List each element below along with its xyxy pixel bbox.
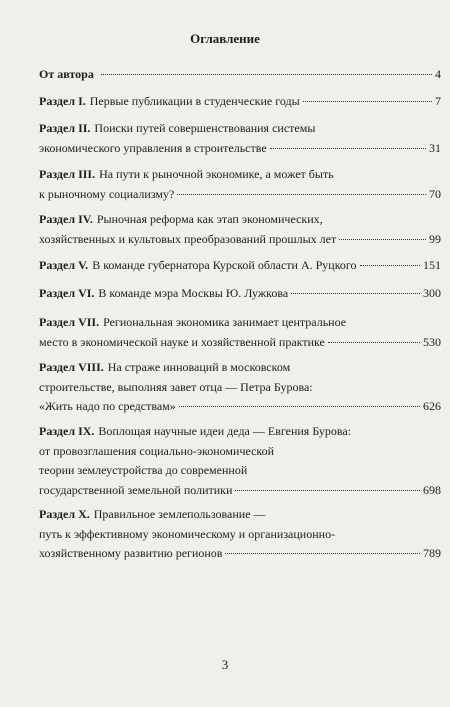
- page-ref: 7: [435, 94, 441, 108]
- dot-leader: [339, 239, 426, 240]
- dot-leader: [179, 406, 420, 407]
- toc-line: [39, 92, 441, 112]
- toc-line: [39, 481, 441, 501]
- section-label: Раздел X.: [39, 507, 90, 521]
- section-title-line: Воплощая научные идеи деда — Евгения Бурова:: [98, 424, 352, 438]
- toc-line: [39, 313, 441, 333]
- section-label: От автора: [39, 67, 94, 81]
- toc-entry: [39, 422, 441, 500]
- section-title-line: хозяйственному развитию регионов: [39, 546, 223, 560]
- page-number: 3: [221, 657, 229, 672]
- toc-line: [39, 210, 441, 230]
- toc-line: [39, 525, 441, 545]
- toc-entry: [39, 505, 441, 564]
- toc-line: [39, 284, 441, 304]
- page-ref: 789: [423, 546, 441, 560]
- section-label: Раздел II.: [39, 121, 91, 135]
- section-label: Раздел IX.: [39, 424, 95, 438]
- dot-leader: [270, 148, 426, 149]
- toc-entry: [39, 256, 441, 276]
- section-label: Раздел VIII.: [39, 360, 104, 374]
- toc-entry: [39, 92, 441, 112]
- toc-line: [39, 333, 441, 353]
- section-title: В команде губернатора Курской области А. Руцкого: [92, 258, 357, 272]
- section-label: Раздел III.: [39, 167, 96, 181]
- section-title-line: государственной земельной политики: [39, 482, 233, 497]
- dot-leader: [225, 553, 420, 554]
- dot-leader: [328, 342, 420, 343]
- toc-line: [39, 185, 441, 205]
- dot-leader: [101, 74, 432, 75]
- toc-line: [39, 505, 441, 525]
- section-title: В команде мэра Москвы Ю. Лужкова: [98, 286, 289, 300]
- page-ref: 70: [429, 186, 441, 201]
- page-ref: 4: [435, 67, 441, 81]
- toc-entry: [39, 165, 441, 204]
- toc-line: [39, 442, 441, 462]
- toc-line: [39, 139, 441, 159]
- toc-line: [39, 544, 441, 564]
- section-title-line: экономического управления в строительстве: [39, 140, 267, 155]
- page-ref: 300: [423, 286, 441, 300]
- toc-entry: [39, 119, 441, 158]
- section-title-line: от провозглашения социально-экономической: [39, 443, 275, 458]
- dot-leader: [235, 490, 420, 491]
- section-title-line: Региональная экономика занимает центральное: [103, 315, 347, 329]
- toc-entry: [39, 313, 441, 352]
- section-title-line: теории землеустройства до современной: [39, 463, 248, 477]
- page-ref: 31: [429, 140, 441, 155]
- toc-line: [39, 461, 441, 481]
- section-label: Раздел V.: [39, 258, 89, 272]
- page-ref: 698: [423, 482, 441, 497]
- page-ref: 151: [423, 258, 441, 272]
- toc-line: [39, 119, 441, 139]
- dot-leader: [360, 265, 420, 266]
- toc-line: [39, 397, 441, 417]
- toc-line: [39, 358, 441, 378]
- toc-entry: [39, 284, 441, 304]
- toc-line: [39, 422, 441, 442]
- toc-entry: [39, 210, 441, 249]
- page-title: Оглавление: [190, 31, 260, 46]
- section-label: Раздел I.: [39, 94, 86, 108]
- toc-line: [39, 256, 441, 276]
- toc-line: [39, 65, 441, 85]
- toc-entry: [39, 358, 441, 417]
- toc-line: [39, 165, 441, 185]
- dot-leader: [291, 293, 420, 294]
- section-title-line: Правильное землепользование —: [93, 507, 266, 521]
- section-title-line: строительстве, выполняя завет отца — Петра Бурова:: [39, 379, 313, 394]
- section-title-line: хозяйственных и культовых преобразований прошлых лет: [39, 231, 337, 246]
- toc-line: [39, 230, 441, 250]
- section-label: Раздел VI.: [39, 286, 95, 300]
- section-title-line: место в экономической науке и хозяйственной практике: [39, 334, 325, 349]
- page-ref: 99: [429, 231, 441, 246]
- section-title-line: к рыночному социализму?: [39, 186, 175, 201]
- toc-entry: [39, 65, 441, 85]
- dot-leader: [177, 194, 426, 195]
- section-label: Раздел IV.: [39, 212, 93, 226]
- section-title-line: Поиски путей совершенствования системы: [94, 121, 316, 135]
- section-title-line: На пути к рыночной экономике, а может быть: [99, 167, 334, 181]
- dot-leader: [303, 101, 432, 102]
- section-title-line: Рыночная реформа как этап экономических,: [96, 212, 323, 226]
- section-title-line: На страже инноваций в московском: [107, 360, 291, 374]
- toc-line: [39, 378, 441, 398]
- section-title-line: «Жить надо по средствам»: [39, 399, 176, 413]
- section-label: Раздел VII.: [39, 315, 100, 329]
- section-title: Первые публикации в студенческие годы: [89, 94, 300, 108]
- page-ref: 626: [423, 399, 441, 413]
- page-ref: 530: [423, 334, 441, 349]
- section-title-line: путь к эффективному экономическому и организационно-: [39, 526, 336, 541]
